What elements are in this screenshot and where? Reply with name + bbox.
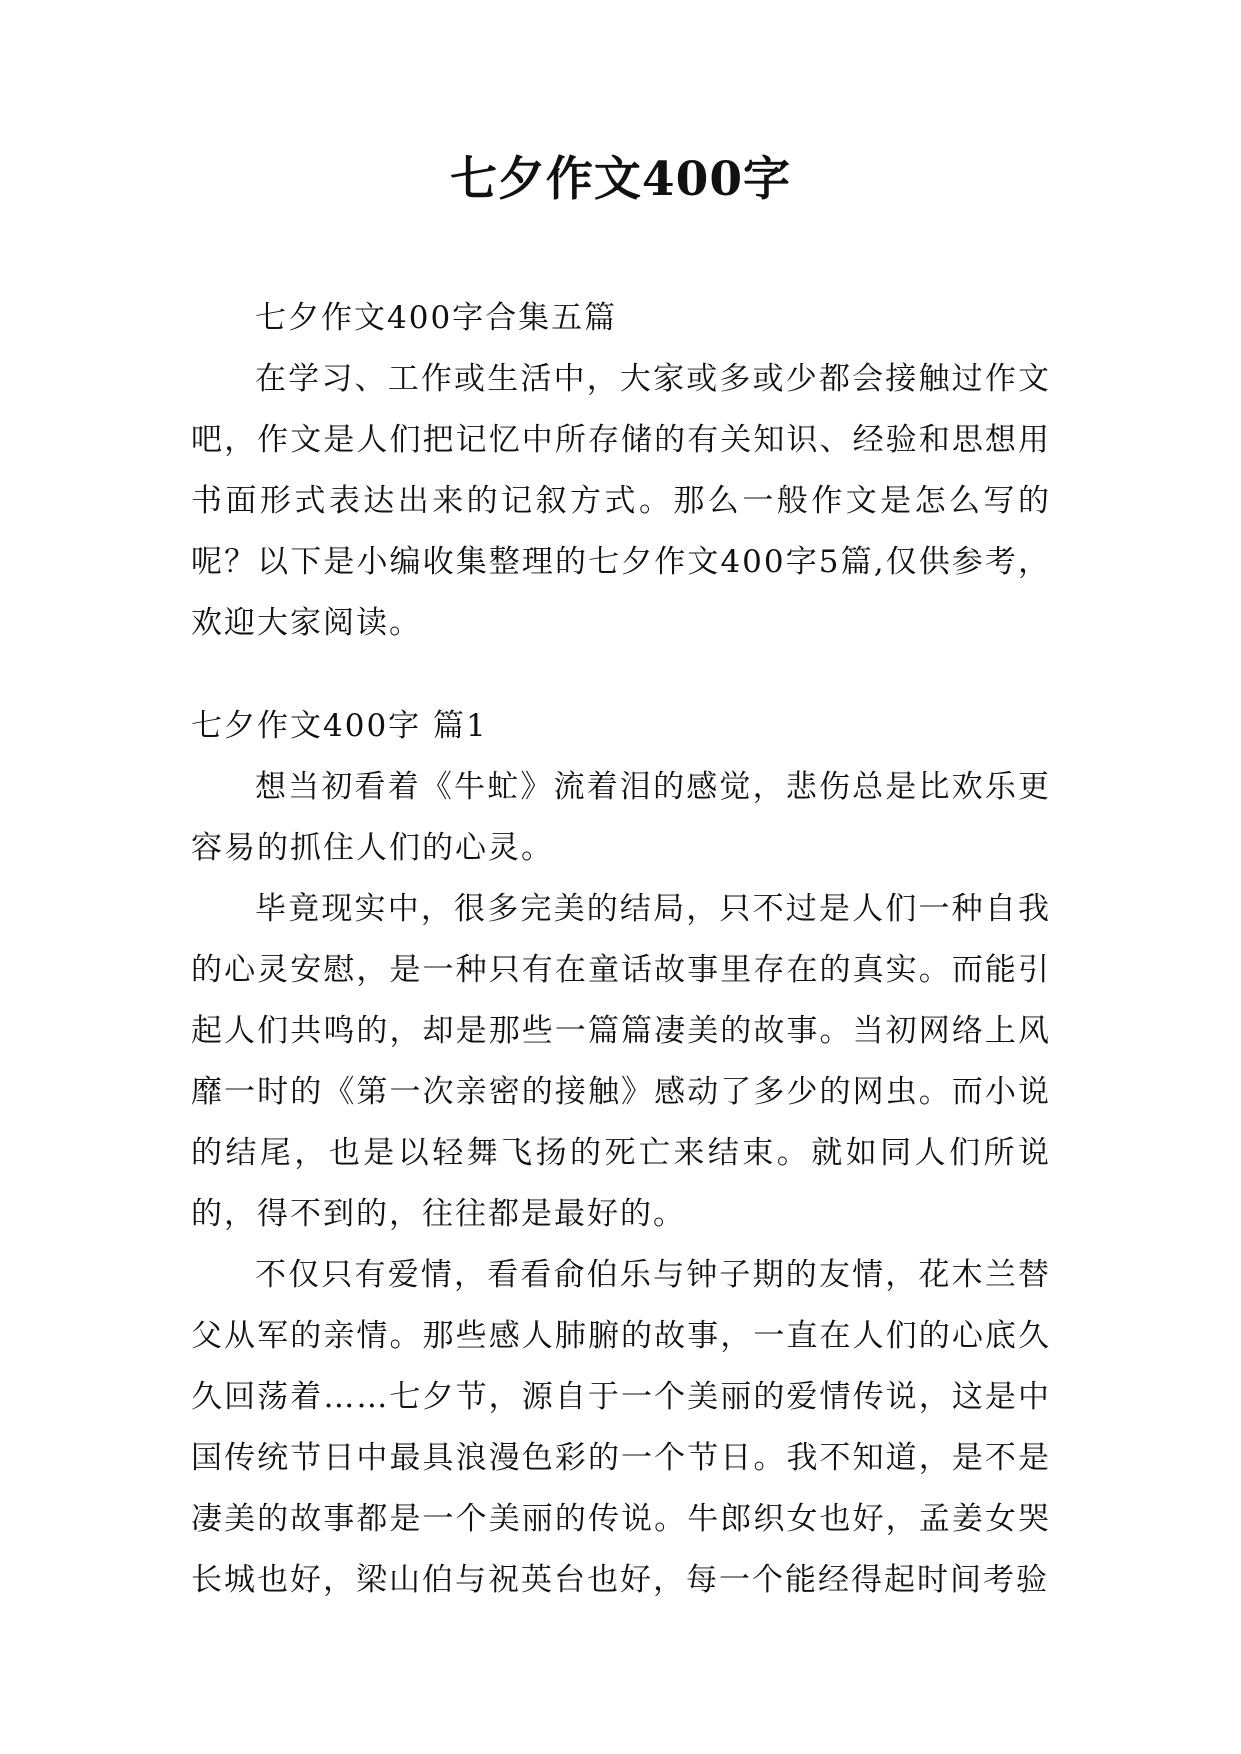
document-title: 七夕作文400字 bbox=[449, 152, 792, 207]
section-spacer bbox=[191, 654, 1051, 696]
collection-heading: 七夕作文400字合集五篇 bbox=[255, 300, 618, 336]
body-paragraph: 不仅只有爱情，看看俞伯乐与钟子期的友情，花木兰替父从军的亲情。那些感人肺腑的故事，一直在人们的心底久久回荡着……七夕节，源自于一个美丽的爱情传说，这是中国传统节日中最具浪漫色彩的一个节日。我不知道，是不是凄美的故事都是一个美丽的传说。牛郎织女也好，孟姜女哭长城也好，梁山伯与祝英台也好，每一个能经得起时间考验 bbox=[191, 1257, 1051, 1598]
body-paragraph: 想当初看着《牛虻》流着泪的感觉，悲伤总是比欢乐更容易的抓住人们的心灵。 bbox=[191, 769, 1051, 866]
body-paragraph: 毕竟现实中，很多完美的结局，只不过是人们一种自我的心灵安慰，是一种只有在童话故事里存在的真实。而能引起人们共鸣的，却是那些一篇篇凄美的故事。当初网络上风靡一时的《第一次亲密的接触》感动了多少的网虫。而小说的结尾，也是以轻舞飞扬的死亡来结束。就如同人们所说的，得不到的，往往都是最好的。 bbox=[191, 891, 1051, 1232]
intro-paragraph: 在学习、工作或生活中，大家或多或少都会接触过作文吧，作文是人们把记忆中所存储的有关知识、经验和思想用书面形式表达出来的记叙方式。那么一般作文是怎么写的呢？以下是小编收集整理的七夕作文400字5篇,仅供参考，欢迎大家阅读。 bbox=[191, 361, 1051, 641]
section-heading: 七夕作文400字 篇1 bbox=[191, 708, 488, 744]
document-body bbox=[191, 288, 1051, 1611]
